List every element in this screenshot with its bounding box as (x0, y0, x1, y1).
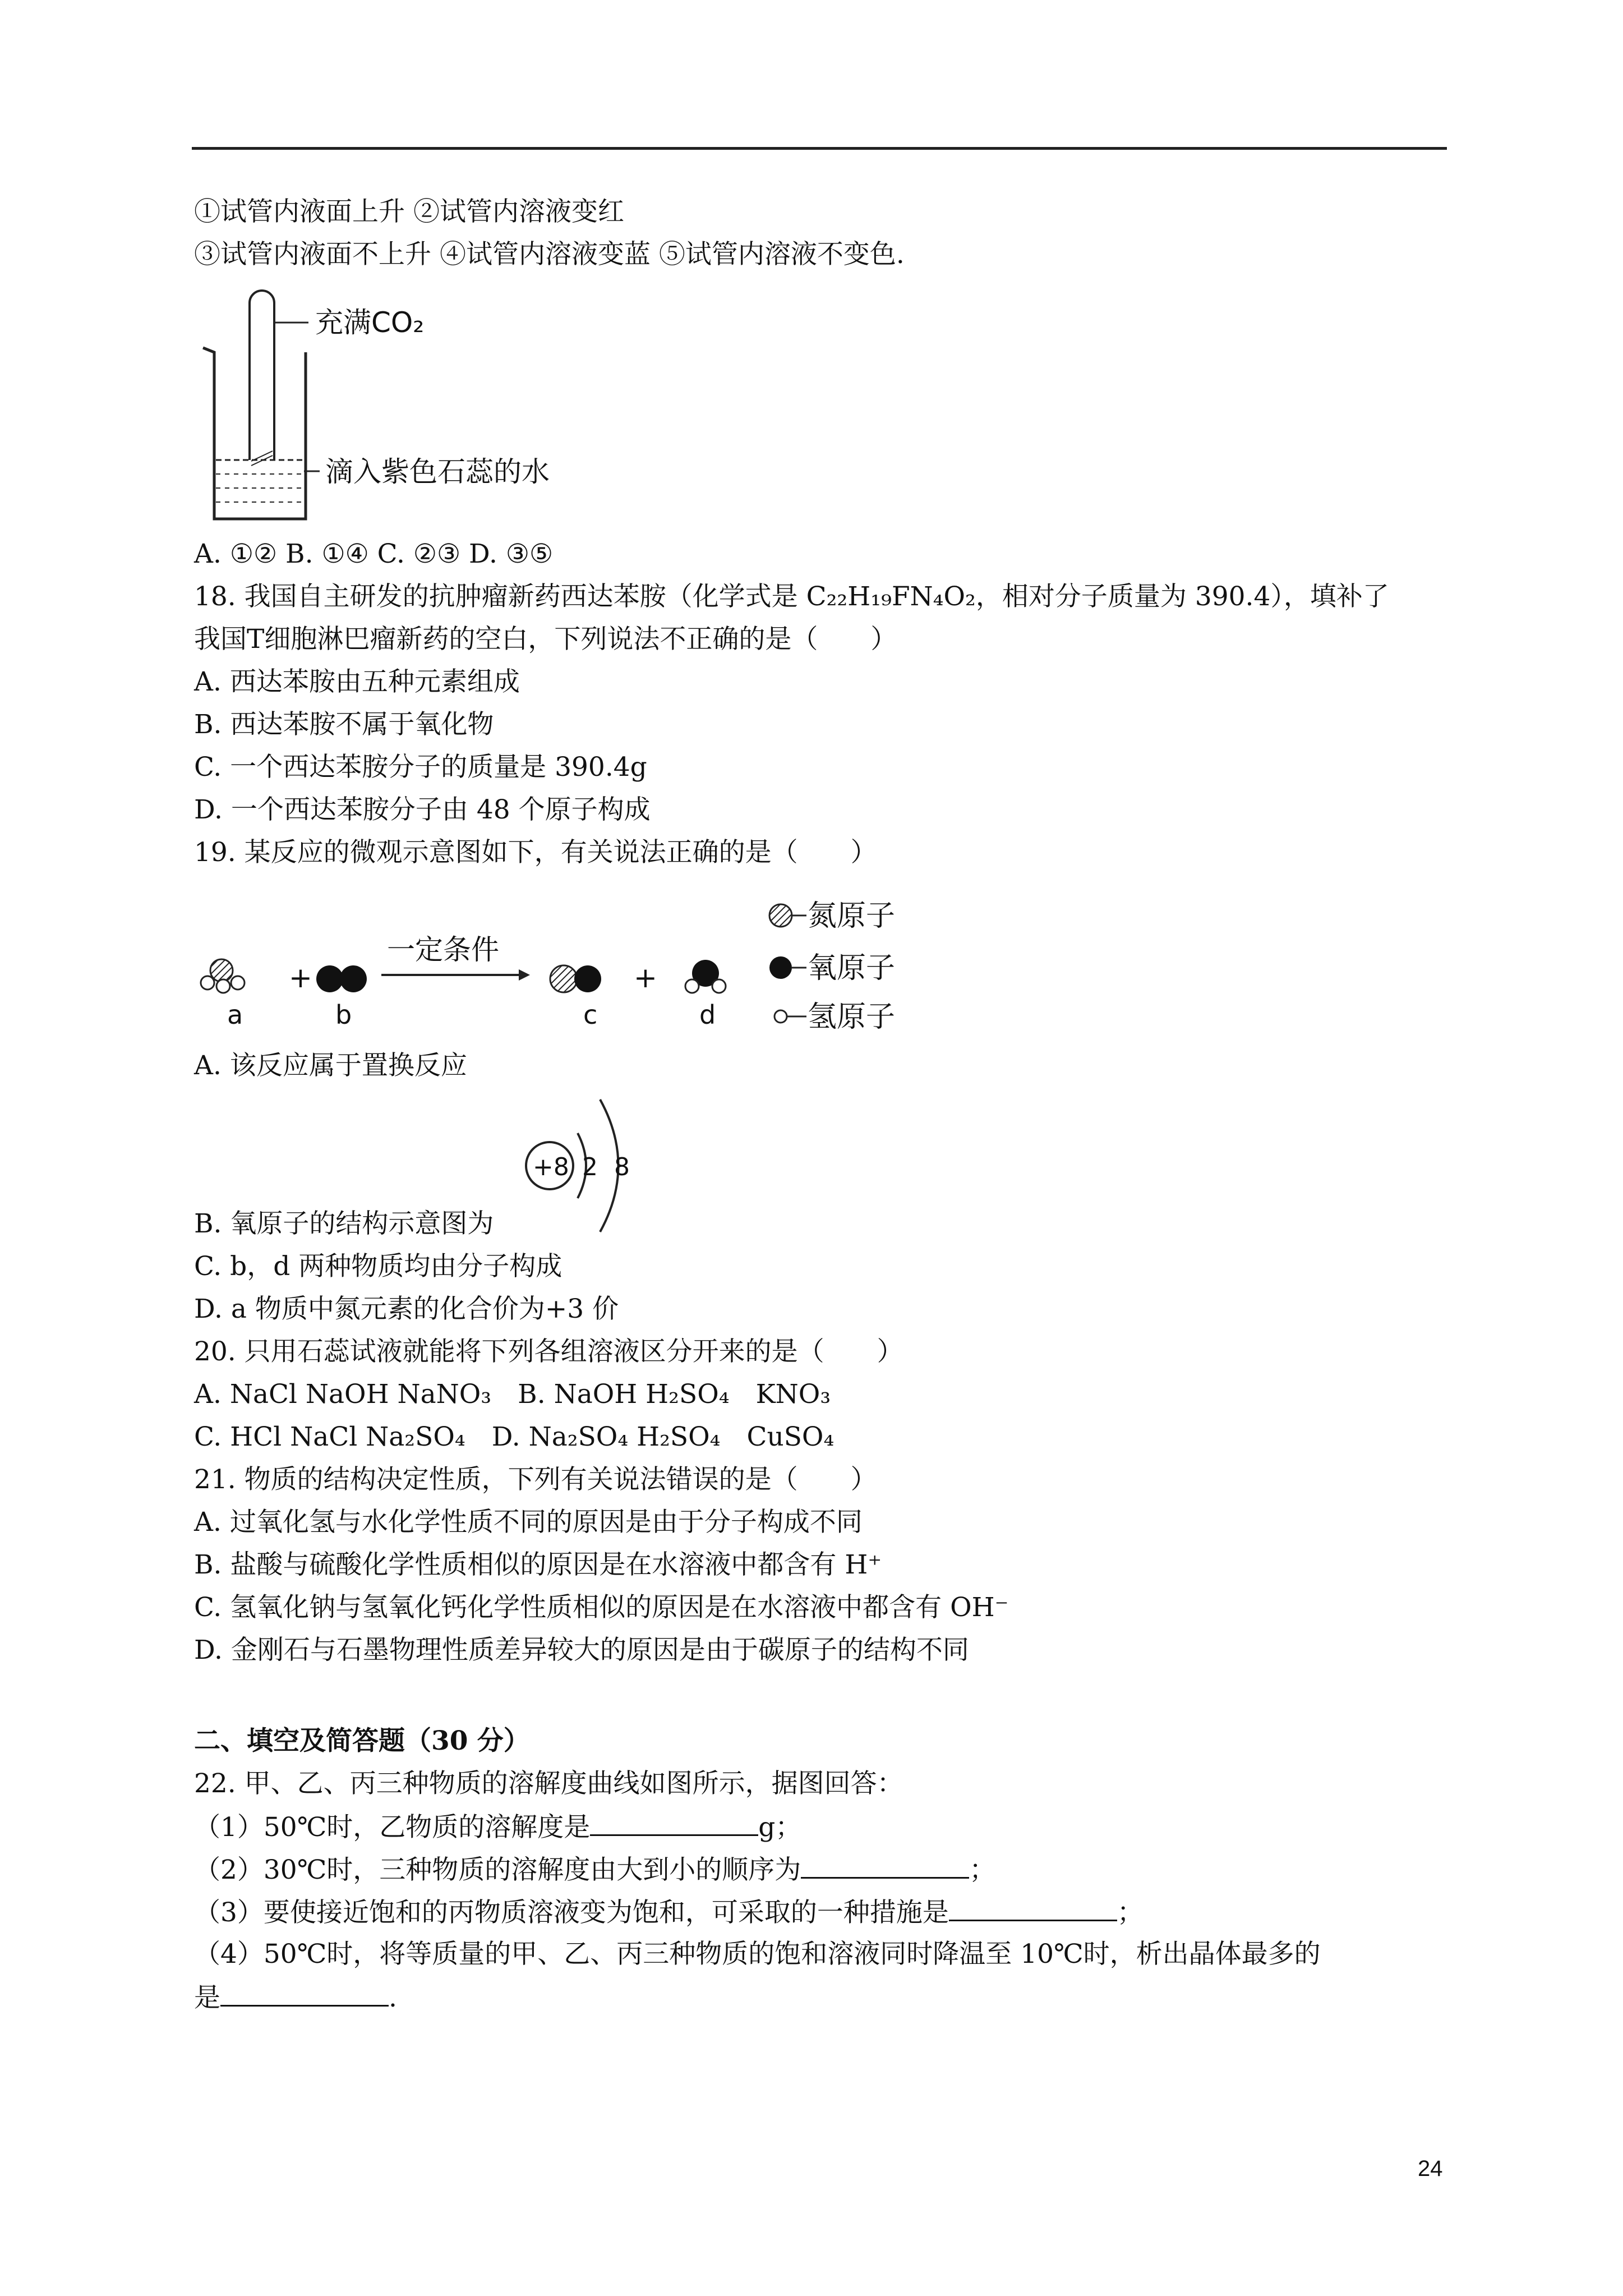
q17-statement-line-1: ①试管内液面上升 ②试管内溶液变红 (194, 196, 624, 227)
q22-part-4-line-1: （4）50℃时，将等质量的甲、乙、丙三种物质的饱和溶液同时降温至 10℃时，析出晶体最多的 (194, 1939, 1321, 1970)
q22-part-2-text: （2）30℃时，三种物质的溶解度由大到小的顺序为 (194, 1855, 801, 1885)
q22-part-3-end: ； (1117, 1897, 1144, 1928)
q22-part-2-blank[interactable] (801, 1852, 969, 1879)
q22-part-4-blank[interactable] (220, 1980, 389, 2007)
q22-part-1 (194, 1810, 801, 1844)
q18-option-b: B. 西达苯胺不属于氧化物 (194, 709, 494, 740)
q22-part-3 (194, 1895, 1144, 1930)
q21-option-d: D. 金刚石与石墨物理性质差异较大的原因是由于碳原子的结构不同 (194, 1635, 969, 1665)
plus-sign-2: + (634, 961, 657, 994)
q21-option-c: C. 氢氧化钠与氢氧化钙化学性质相似的原因是在水溶液中都含有 OH⁻ (194, 1592, 1009, 1623)
header-rule (192, 147, 1447, 150)
q19-option-c: C. b，d 两种物质均由分子构成 (194, 1251, 562, 1282)
q22-part-2 (194, 1852, 995, 1887)
q20-options-cd: C. HCl NaCl Na₂SO₄ D. Na₂SO₄ H₂SO₄ CuSO₄ (194, 1421, 834, 1452)
molecule-b (316, 965, 367, 992)
legend-oxygen: 氧原子 (808, 951, 896, 985)
litmus-water-label: 滴入紫色石蕊的水 (325, 455, 550, 488)
molecule-d (685, 960, 726, 993)
q19-option-b: B. 氧原子的结构示意图为 (194, 1208, 494, 1239)
label-c: c (583, 1000, 598, 1030)
co2-label: 充满CO₂ (315, 306, 425, 339)
plus-sign-1: + (289, 961, 312, 994)
q17-options: A. ①② B. ①④ C. ②③ D. ③⑤ (194, 539, 554, 569)
label-d: d (699, 1000, 716, 1030)
legend-hydrogen: 氢原子 (808, 1000, 896, 1034)
molecule-a (201, 959, 245, 993)
legend-nitrogen: 氮原子 (808, 899, 896, 933)
q22-part-4-end: . (389, 1982, 397, 2013)
q20-options-ab: A. NaCl NaOH NaNO₃ B. NaOH H₂SO₄ KNO₃ (194, 1379, 831, 1410)
reaction-micro-diagram (191, 886, 953, 1049)
q20-stem: 20. 只用石蕊试液就能将下列各组溶液区分开来的是（ ） (194, 1336, 903, 1367)
q18-stem-line-2: 我国T细胞淋巴瘤新药的空白，下列说法不正确的是（ ） (194, 624, 897, 655)
label-b: b (335, 1000, 352, 1030)
q18-option-d: D. 一个西达苯胺分子由 48 个原子构成 (194, 794, 651, 825)
test-tube-beaker-figure (191, 280, 550, 527)
q17-statement-line-2: ③试管内液面不上升 ④试管内溶液变蓝 ⑤试管内溶液不变色. (194, 239, 905, 270)
q22-part-4-line-2 (194, 1980, 397, 2015)
q22-part-1-text: （1）50℃时，乙物质的溶解度是 (194, 1812, 591, 1843)
nucleus-charge: +8 (533, 1153, 569, 1181)
q19-option-d: D. a 物质中氮元素的化合价为+3 价 (194, 1294, 619, 1324)
shell-2-electrons: 8 (614, 1153, 630, 1181)
q21-option-b: B. 盐酸与硫酸化学性质相似的原因是在水溶液中都含有 H⁺ (194, 1549, 882, 1580)
q19-option-a: A. 该反应属于置换反应 (194, 1050, 467, 1081)
section-2-title: 二、填空及简答题（30 分） (194, 1726, 530, 1756)
q22-part-1-unit: g； (758, 1812, 802, 1843)
q18-option-a: A. 西达苯胺由五种元素组成 (194, 666, 520, 697)
q22-part-4-text: 是 (194, 1982, 220, 2013)
molecule-c (550, 965, 601, 992)
shell-1-electrons: 2 (582, 1153, 598, 1181)
q18-stem-line-1: 18. 我国自主研发的抗肿瘤新药西达苯胺（化学式是 C₂₂H₁₉FN₄O₂，相对分子质量为 390.4），填补了 (194, 581, 1389, 612)
q22-part-3-blank[interactable] (949, 1895, 1117, 1921)
atom-legend (769, 899, 895, 1034)
q22-part-2-end: ； (969, 1855, 996, 1885)
q21-stem: 21. 物质的结构决定性质，下列有关说法错误的是（ ） (194, 1464, 877, 1495)
reaction-condition: 一定条件 (387, 933, 499, 966)
q22-stem: 22. 甲、乙、丙三种物质的溶解度曲线如图所示，据图回答： (194, 1768, 903, 1799)
q22-part-1-blank[interactable] (590, 1810, 758, 1836)
label-a: a (227, 1000, 243, 1030)
oxygen-atom-structure-diagram (516, 1094, 662, 1240)
q19-stem: 19. 某反应的微观示意图如下，有关说法正确的是（ ） (194, 837, 877, 868)
q18-option-c: C. 一个西达苯胺分子的质量是 390.4g (194, 752, 647, 783)
q21-option-a: A. 过氧化氢与水化学性质不同的原因是由于分子构成不同 (194, 1507, 863, 1538)
q22-part-3-text: （3）要使接近饱和的丙物质溶液变为饱和，可采取的一种措施是 (194, 1897, 949, 1928)
page-number: 24 (1418, 2156, 1443, 2181)
